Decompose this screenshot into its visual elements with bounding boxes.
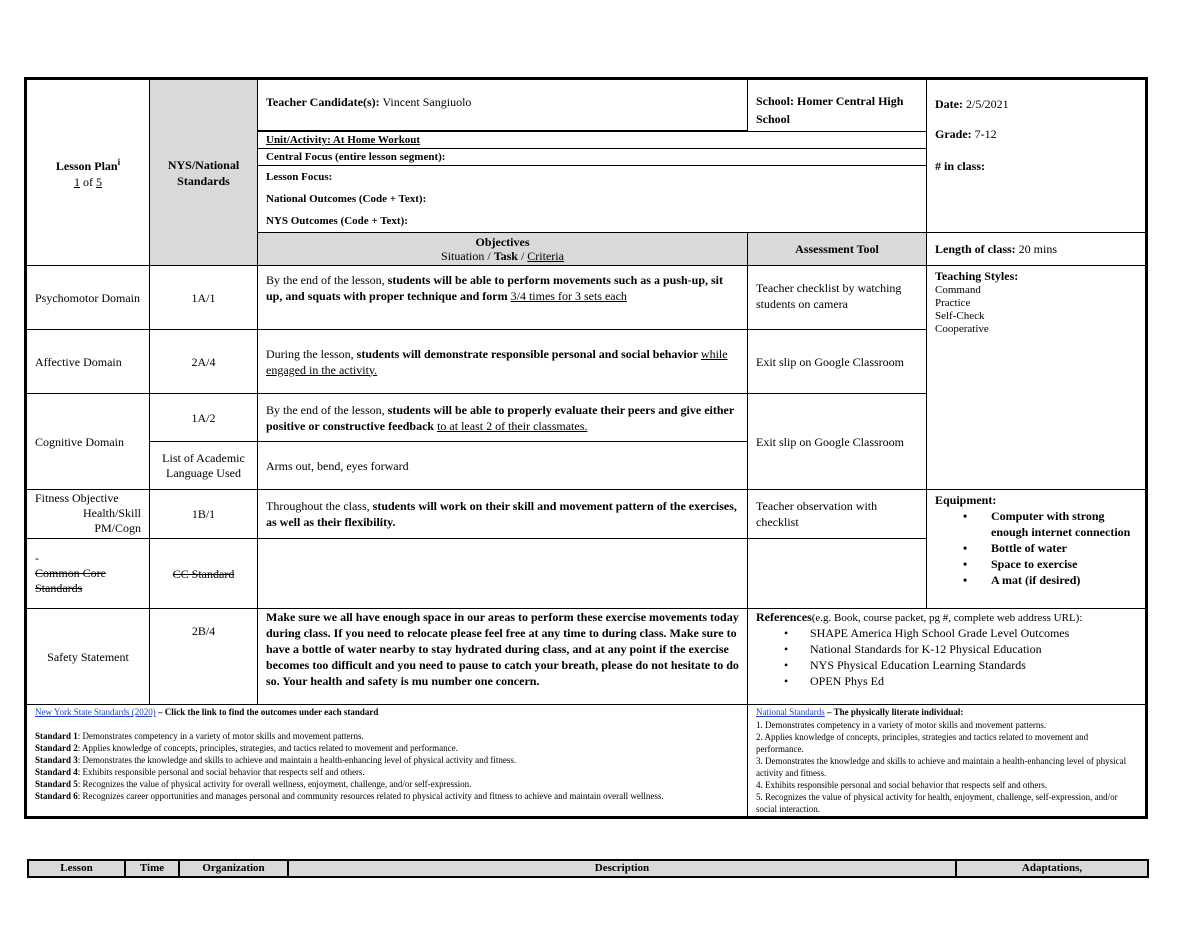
- length-value: 20 mins: [1018, 242, 1058, 256]
- nys-outcomes: NYS Outcomes (Code + Text):: [266, 215, 408, 227]
- teaching-styles-title: Teaching Styles:: [935, 269, 1019, 283]
- equipment-item: • Space to exercise: [935, 556, 1137, 572]
- date-value: 2/5/2021: [965, 97, 1009, 111]
- fitness-objective-plain: Throughout the class,: [266, 499, 373, 513]
- lesson-total: 5: [96, 174, 102, 189]
- unit-focus-cell: [258, 132, 927, 233]
- teaching-style-3: Self-Check: [935, 310, 985, 322]
- nys-standard-line: Standard 1: Demonstrates competency in a variety of motor skills and movement patterns.: [35, 731, 364, 741]
- affective-domain: Affective Domain: [26, 330, 150, 394]
- nys-standard-line: Standard 3: Demonstrates the knowledge and skills to achieve and maintain a health-enhancing level of physical activity and fitness.: [35, 755, 517, 765]
- national-standard-line: 1. Demonstrates competency in a variety of motor skills and movement patterns.: [756, 720, 1047, 730]
- references-hint: (e.g. Book, course packet, pg #, complete web address URL):: [811, 612, 1083, 624]
- reference-item: • National Standards for K-12 Physical Education: [756, 641, 1137, 657]
- grade-label: Grade:: [935, 127, 972, 141]
- teacher-cell: [258, 79, 748, 131]
- unit-activity: Unit/Activity: At Home Workout: [258, 132, 926, 149]
- objectives-situation: Situation /: [441, 249, 494, 263]
- header-time: Time: [125, 860, 179, 877]
- cognitive-objective: [258, 394, 748, 442]
- lesson-plan-table: [24, 77, 1148, 819]
- fitness-domain-line-2: Health/Skill: [83, 506, 141, 520]
- date-grade-cell: [927, 79, 1147, 233]
- common-core-dash: -: [35, 551, 39, 565]
- teaching-styles-cell: [927, 266, 1147, 490]
- teaching-style-2: Practice: [935, 297, 971, 309]
- national-standards-link[interactable]: National Standards: [756, 707, 825, 717]
- lesson-plan-cell: [26, 79, 150, 266]
- academic-language-label: List of Academic Language Used: [150, 442, 258, 490]
- date-label: Date:: [935, 97, 963, 111]
- assessment-tool-header: Assessment Tool: [748, 233, 927, 266]
- nys-standard-line: Standard 6: Recognizes career opportunities and manages personal and community resources related to physical activity and fitness to achieve and maintain overall wellness.: [35, 791, 664, 801]
- national-standard-line: 2. Applies knowledge of concepts, principles, strategies and tactics related to movement and performance.: [756, 732, 1089, 754]
- lesson-of-text: of: [83, 174, 93, 189]
- fitness-code: 1B/1: [150, 490, 258, 539]
- objectives-header: [258, 233, 748, 266]
- equipment-list: [935, 508, 1137, 588]
- equipment-item: • Bottle of water: [935, 540, 1137, 556]
- fitness-domain-line-3: PM/Cogn: [94, 521, 141, 535]
- cognitive-domain: Cognitive Domain: [26, 394, 150, 490]
- references-list: [756, 625, 1137, 689]
- teaching-style-4: Cooperative: [935, 323, 989, 335]
- reference-item: • SHAPE America High School Grade Level Outcomes: [756, 625, 1137, 641]
- header-description: Description: [288, 860, 956, 877]
- psychomotor-objective-bold: students will be able to perform movements such as a push-up, sit up, and squats with proper technique and form: [266, 273, 724, 303]
- objectives-criteria: Criteria: [527, 249, 564, 263]
- affective-objective: [258, 330, 748, 394]
- equipment-title: Equipment:: [935, 493, 997, 507]
- fitness-domain: [26, 490, 150, 539]
- lesson-sequence-table: [27, 859, 1149, 878]
- objectives-sep: /: [517, 249, 528, 263]
- national-standards-footer: [748, 705, 1147, 818]
- affective-assessment: Exit slip on Google Classroom: [748, 330, 927, 394]
- header-adaptations: Adaptations,: [956, 860, 1148, 877]
- affective-objective-criteria: while engaged in the activity.: [266, 346, 728, 377]
- cognitive-objective-plain: By the end of the lesson,: [266, 402, 388, 417]
- national-standard-line: 5. Recognizes the value of physical activity for health, enjoyment, challenge, self-expression, and/or social interaction.: [756, 792, 1118, 814]
- school-label: School: Homer Central High School: [748, 79, 927, 132]
- header-lesson: Lesson: [28, 860, 125, 877]
- nys-standards-link-note: – Click the link to find the outcomes under each standard: [155, 707, 379, 717]
- nys-standard-line: Standard 5: Recognizes the value of physical activity for overall wellness, enjoyment, challenge, and/or self-expression.: [35, 779, 472, 789]
- affective-objective-bold: students will demonstrate responsible personal and social behavior: [356, 346, 701, 361]
- academic-language-value: Arms out, bend, eyes forward: [258, 442, 748, 490]
- lesson-focus: Lesson Focus:: [266, 171, 333, 183]
- objectives-title: Objectives: [475, 235, 530, 249]
- equipment-item: • A mat (if desired): [935, 572, 1137, 588]
- cognitive-assessment: Exit slip on Google Classroom: [748, 394, 927, 490]
- nys-standards-link[interactable]: New York State Standards (2020): [35, 707, 156, 717]
- references-title: References: [756, 610, 812, 624]
- references-cell: [748, 609, 1147, 705]
- fitness-assessment: Teacher observation with checklist: [748, 490, 927, 539]
- length-cell: [927, 233, 1147, 266]
- reference-item: • OPEN Phys Ed: [756, 673, 1137, 689]
- psychomotor-objective: [258, 266, 748, 330]
- fitness-objective: [258, 490, 748, 539]
- cognitive-objective-criteria: to at least 2 of their classmates.: [437, 418, 588, 433]
- lesson-number: 1: [74, 174, 80, 189]
- teaching-style-1: Command: [935, 284, 981, 296]
- psychomotor-domain: Psychomotor Domain: [26, 266, 150, 330]
- cognitive-objective-bold: students will be able to properly evaluate their peers and give either positive or constructive feedback: [266, 402, 734, 433]
- cognitive-code: 1A/2: [150, 394, 258, 442]
- in-class-label: # in class:: [935, 159, 986, 173]
- reference-item: • NYS Physical Education Learning Standards: [756, 657, 1137, 673]
- common-core-assessment: [748, 539, 927, 609]
- nys-standard-line: Standard 2: Applies knowledge of concepts, principles, strategies, and tactics related to movement and performance.: [35, 743, 458, 753]
- common-core-domain: Common Core Standards: [35, 566, 106, 595]
- common-core-code: CC Standard: [150, 539, 258, 609]
- fitness-domain-line-1: Fitness Objective: [35, 491, 119, 505]
- psychomotor-objective-plain: By the end of the lesson,: [266, 273, 388, 287]
- common-core-objective: [258, 539, 748, 609]
- nys-standards-footer: [26, 705, 748, 818]
- central-focus: Central Focus (entire lesson segment):: [258, 149, 926, 166]
- national-standards-note: – The physically literate individual:: [824, 707, 964, 717]
- teacher-value: Vincent Sangiuolo: [382, 95, 472, 109]
- national-standard-line: 3. Demonstrates the knowledge and skills to achieve and maintain a health-enhancing level of physical activity and fitness.: [756, 756, 1127, 778]
- fitness-objective-bold: students will work on their skill and movement pattern of the exercises, as well as their flexibility.: [266, 499, 737, 529]
- safety-code: 2B/4: [150, 609, 258, 705]
- lesson-plan-footnote: i: [117, 156, 121, 167]
- psychomotor-objective-criteria: 3/4 times for 3 sets each: [510, 289, 627, 303]
- length-label: Length of class:: [935, 242, 1016, 256]
- psychomotor-assessment: Teacher checklist by watching students on camera: [748, 266, 927, 330]
- safety-statement: Make sure we all have enough space in our areas to perform these exercise movements today during class. If you need to relocate please feel free at any time to during class. Make sure to have a bottle of water nearby to stay hydrated during class, and at any point if the exercise becomes too difficult and you need to pause to catch your breath, please do not hesitate to do so. Your health and safety is mu number one concern.: [258, 609, 748, 705]
- nys-standard-line: Standard 4: Exhibits responsible personal and social behavior that respects self and others.: [35, 767, 365, 777]
- affective-code: 2A/4: [150, 330, 258, 394]
- grade-value: 7-12: [974, 127, 997, 141]
- equipment-item: • Computer with strong enough internet connection: [935, 508, 1137, 540]
- lesson-plan-label: Lesson Plan: [55, 158, 118, 173]
- objectives-task: Task: [493, 249, 518, 263]
- teacher-label: Teacher Candidate(s):: [266, 95, 380, 109]
- equipment-cell: [927, 490, 1147, 609]
- psychomotor-code: 1A/1: [150, 266, 258, 330]
- affective-objective-plain: During the lesson,: [266, 346, 357, 361]
- header-organization: Organization: [179, 860, 288, 877]
- safety-domain: Safety Statement: [26, 609, 150, 705]
- common-core-domain-cell: [26, 539, 150, 609]
- nys-standards-label: NYS/National Standards: [150, 79, 258, 266]
- national-standard-line: 4. Exhibits responsible personal and social behavior that respects self and others.: [756, 780, 1048, 790]
- national-outcomes: National Outcomes (Code + Text):: [266, 193, 427, 205]
